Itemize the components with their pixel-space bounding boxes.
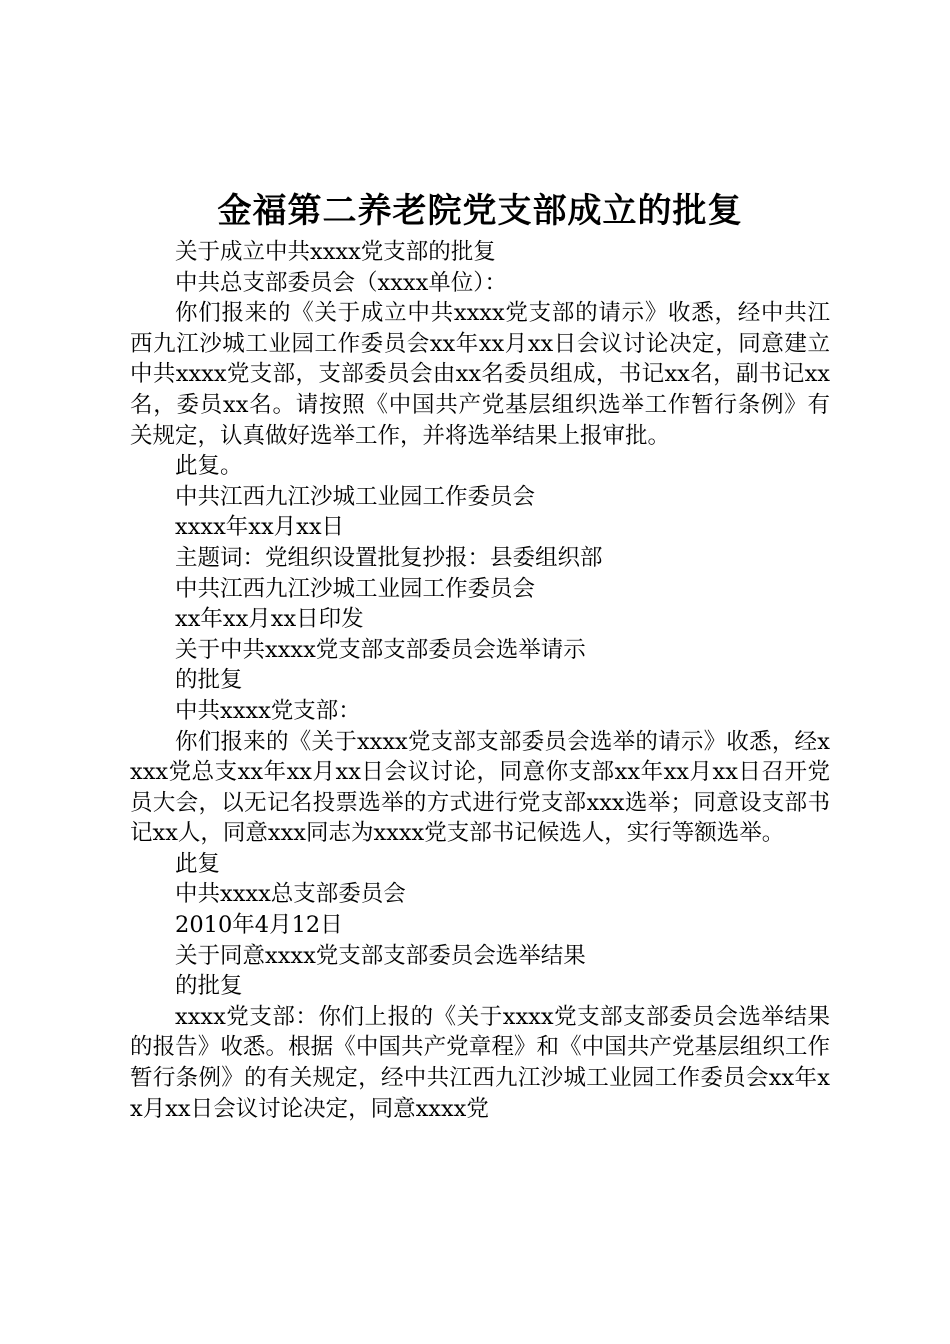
paragraph: 中共江西九江沙城工业园工作委员会	[175, 483, 536, 510]
paragraph: 你们报来的《关于成立中共xxxx党支部的请示》收悉，经中共江西九江沙城工业园工作委员会xx年xx月xx日会议讨论决定，同意建立中共xxxx党支部，支部委员会由xx名委员组成，书记xx名，副书记xx名，委员xx名。请按照《中国共产党基层组织选举工作暂行条例》有关规定，认真做好选举工作，并将选举结果上报审批。	[130, 300, 830, 449]
paragraph: 此复	[175, 850, 221, 877]
paragraph: 中共总支部委员会（xxxx单位）：	[175, 269, 508, 296]
paragraph: 关于成立中共xxxx党支部的批复	[175, 239, 496, 265]
paragraph: 的批复	[175, 667, 243, 694]
paragraph: 中共江西九江沙城工业园工作委员会	[175, 575, 536, 602]
paragraph: 的批复	[175, 973, 243, 1000]
paragraph: 关于同意xxxx党支部支部委员会选举结果	[175, 942, 586, 969]
paragraph: 关于中共xxxx党支部支部委员会选举请示	[175, 636, 586, 663]
paragraph: 此复。	[175, 453, 243, 480]
paragraph: 中共xxxx总支部委员会	[175, 881, 406, 908]
document-page	[130, 185, 830, 1124]
paragraph: xxxx年xx月xx日	[175, 514, 345, 541]
paragraph: xx年xx月xx日印发	[175, 606, 364, 633]
paragraph: xxxx党支部：你们上报的《关于xxxx党支部支部委员会选举结果的报告》收悉。根据《中国共产党章程》和《中国共产党基层组织工作暂行条例》的有关规定，经中共江西九江沙城工业园工作委员会xx年xx月xx日会议讨论决定，同意xxxx党	[130, 1003, 830, 1122]
document-body	[130, 237, 830, 1124]
document-title: 金福第二养老院党支部成立的批复	[217, 191, 743, 231]
paragraph: 你们报来的《关于xxxx党支部支部委员会选举的请示》收悉，经xxxx党总支xx年xx月xx日会议讨论，同意你支部xx年xx月xx日召开党员大会，以无记名投票选举的方式进行党支部xxx选举；同意设支部书记xx人，同意xxx同志为xxxx党支部书记候选人，实行等额选举。	[130, 728, 830, 847]
paragraph: 主题词：党组织设置批复抄报：县委组织部	[175, 544, 603, 571]
paragraph: 中共xxxx党支部：	[175, 697, 361, 724]
paragraph: 2010年4月12日	[175, 912, 343, 939]
